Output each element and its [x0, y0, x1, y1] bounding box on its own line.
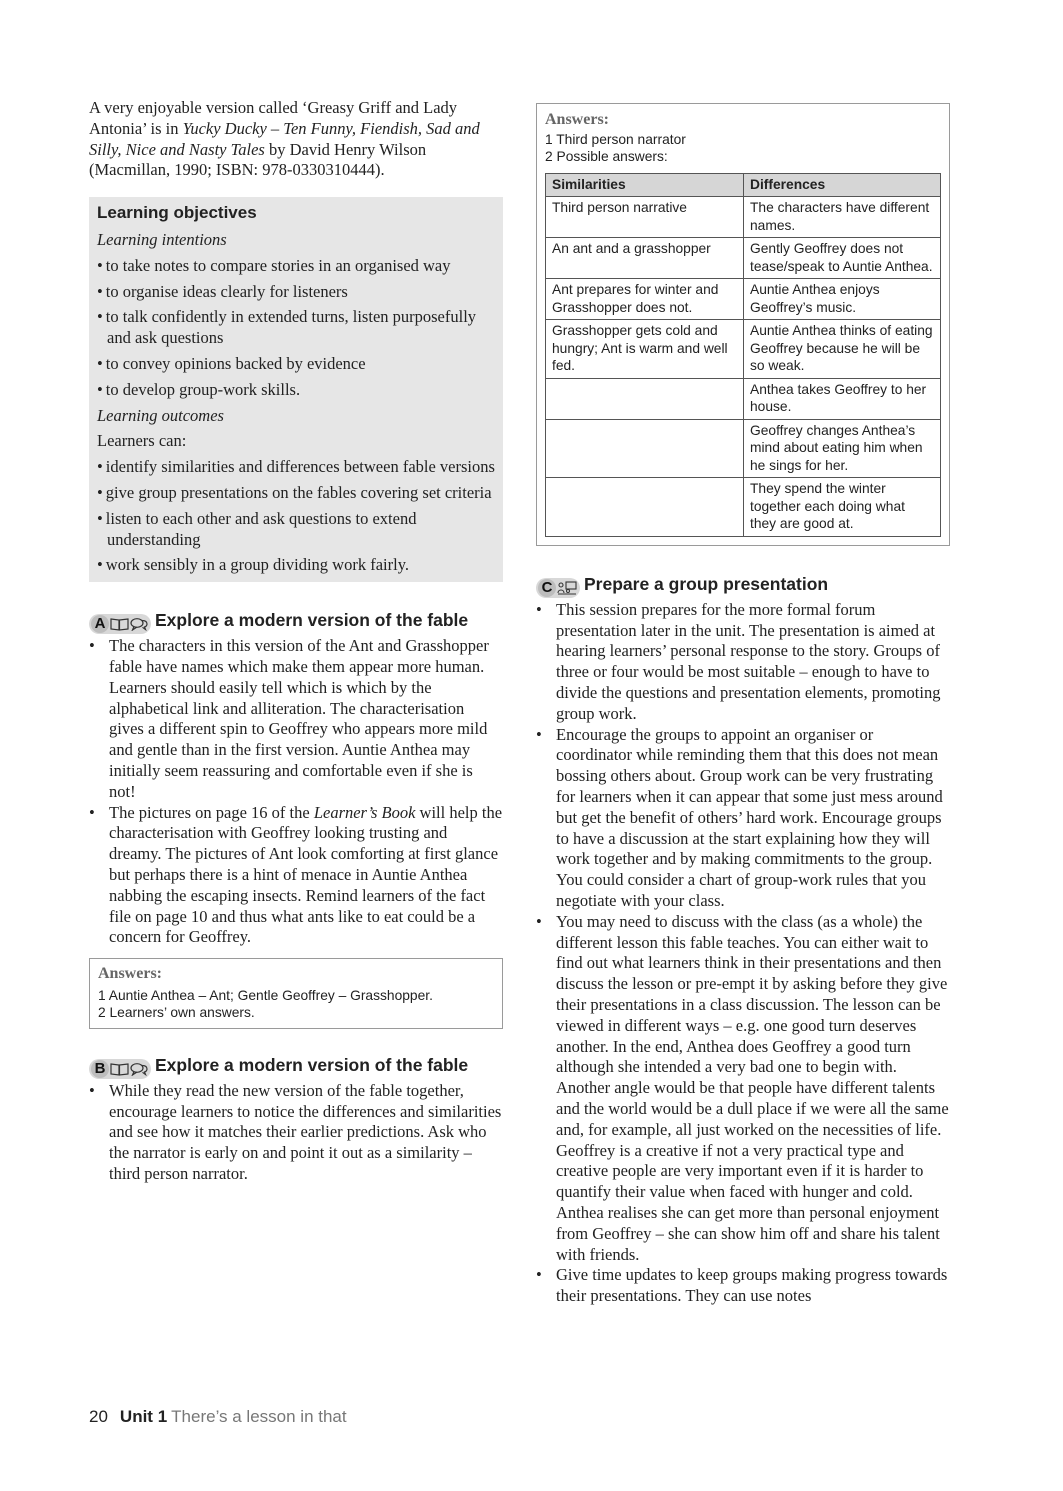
answers-label: Answers:: [545, 111, 609, 128]
section-c-bullet: • This session prepares for the more formal forum presentation later in the unit. The presentation is aimed at hearing learners’ personal response to the story. Groups of three or four would be most suitable – enough to have to divide the questions and presentation elements, promoting group work.: [536, 600, 950, 725]
section-a-list: [89, 636, 503, 948]
table-row: [546, 419, 941, 478]
section-letter: A: [91, 615, 109, 633]
outcome-item: • give group presentations on the fables covering set criteria: [97, 483, 495, 504]
outcome-item: • listen to each other and ask questions to extend understanding: [97, 509, 495, 551]
column-header: Similarities: [546, 173, 744, 197]
section-a-badge: [89, 614, 151, 634]
intention-item: • to convey opinions backed by evidence: [97, 354, 495, 375]
section-a-bullet: [89, 803, 503, 949]
speech-bubbles-icon: [130, 617, 148, 631]
column-header: Differences: [744, 173, 941, 197]
book-icon: [110, 1062, 129, 1076]
table-cell: Anthea takes Geoffrey to her house.: [744, 378, 941, 419]
table-cell: Grasshopper gets cold and hungry; Ant is warm and well fed.: [546, 320, 744, 379]
section-c-bullet: • You may need to discuss with the class (as a whole) the different lesson this fable teaches. You can either wait to find out what learners think in their presentations and then discuss the lesson or pre-empt it by asking before they give their presentations in a class discussion. The lesson can be viewed in different ways – e.g. one good turn deserves another. In the end, Anthea does Geoffrey a good turn although she intended a very bad one to begin with. Another angle would be that people have different talents and the world would be a dull place if we were all the same and, for example, all just worked on the necessities of life. Geoffrey is a creative if not a very practical type and creative people are very important even if it is harder to quantify their value when faced with hunger and cold. Anthea realises she can get more than personal enjoyment from Geoffrey – she can show him off and share his talent with friends.: [536, 912, 950, 1266]
table-cell: Auntie Anthea enjoys Geoffrey’s music.: [744, 279, 941, 320]
table-row: [546, 279, 941, 320]
similarities-differences-table: [545, 173, 941, 537]
intentions-label: Learning intentions: [97, 229, 227, 249]
unit-title: There’s a lesson in that: [171, 1407, 347, 1426]
answer-line: 2 Learners’ own answers.: [98, 1005, 255, 1021]
section-b-list: [89, 1081, 503, 1185]
intro-text-end: by David Henry Wilson (Macmillan, 1990; ISBN: 978-0330310444).: [89, 139, 427, 180]
learning-objectives-box: [89, 197, 503, 582]
intro-book-title: Yucky Ducky – Ten Funny, Fiendish, Sad and Silly, Nice and Nasty Tales: [89, 118, 480, 159]
section-a-heading: [89, 606, 503, 634]
section-letter: C: [538, 579, 556, 597]
table-cell: The characters have different names.: [744, 197, 941, 238]
outcome-item: • identify similarities and differences between fable versions: [97, 457, 495, 478]
table-cell: Ant prepares for winter and Grasshopper does not.: [546, 279, 744, 320]
table-row: [546, 197, 941, 238]
right-column: [536, 103, 950, 1317]
unit-label: Unit 1: [119, 1407, 168, 1426]
answer-line: 1 Auntie Anthea – Ant; Gentle Geoffrey – Grasshopper.: [98, 987, 433, 1003]
intro-paragraph: [89, 98, 503, 181]
answer-line: 2 Possible answers:: [545, 149, 668, 165]
table-cell: An ant and a grasshopper: [546, 238, 744, 279]
section-c-list: [536, 600, 950, 1307]
section-a-title: Explore a modern version of the fable: [155, 610, 469, 631]
learners-book-title: Learner’s Book: [313, 802, 416, 822]
section-b-title: Explore a modern version of the fable: [155, 1054, 469, 1075]
page-number: 20: [89, 1407, 108, 1426]
section-c-heading: [536, 570, 950, 598]
section-c-badge: [536, 578, 580, 598]
group-presentation-icon: [557, 581, 577, 595]
table-cell: They spend the winter together each doing what they are good at.: [744, 478, 941, 537]
table-cell: Geoffrey changes Anthea’s mind about eating him when he sings for her.: [744, 419, 941, 478]
intro-text: A very enjoyable version called ‘Greasy Griff and Lady Antonia’ is in: [89, 98, 458, 138]
intention-item: • to organise ideas clearly for listeners: [97, 282, 495, 303]
bullet-text: will help the characterisation with Geoffrey looking trusting and dreamy. The pictures of Ant look comforting at first glance but perhaps there is a hint of menace in Auntie Anthea nabbing the escaping insects. Remind learners of the fact file on page 10 and thus what ants like to eat could be a concern for Geoffrey.: [109, 802, 503, 947]
table-row: [546, 378, 941, 419]
speech-bubbles-icon: [130, 1062, 148, 1076]
section-b-badge: [89, 1059, 151, 1079]
table-cell: [546, 378, 744, 419]
intentions-list: [97, 256, 495, 401]
outcomes-label: Learning outcomes: [97, 405, 224, 425]
table-row: [546, 478, 941, 537]
page-footer: [89, 1407, 347, 1428]
intention-item: • to talk confidently in extended turns, listen purposefully and ask questions: [97, 307, 495, 349]
objectives-title: Learning objectives: [97, 203, 257, 223]
section-a-answers-box: [89, 958, 503, 1029]
table-cell: Auntie Anthea thinks of eating Geoffrey because he will be so weak.: [744, 320, 941, 379]
intention-item: • to take notes to compare stories in an organised way: [97, 256, 495, 277]
table-cell: [546, 478, 744, 537]
answers-label: Answers:: [98, 965, 162, 983]
section-c-bullet: • Encourage the groups to appoint an organiser or coordinator while reminding them that this does not mean bossing others about. Group work can be very frustrating for learners when it can appear that some just mess around but get the benefit of others’ hard work. Encourage groups to have a discussion at the start explaining how they will work together and by making commitments to the group. You could consider a chart of group-work rules that you negotiate with your class.: [536, 725, 950, 912]
table-row: [546, 238, 941, 279]
section-b-bullet: • While they read the new version of the fable together, encourage learners to notice the differences and similarities and see how it matches their earlier predictions. Ask who the narrator is early on and point it out as a similarity – third person narrator.: [89, 1081, 503, 1185]
bullet-text: The pictures on page 16 of the: [109, 802, 314, 822]
intention-item: • to develop group-work skills.: [97, 380, 495, 401]
table-header-row: [546, 173, 941, 197]
table-row: [546, 320, 941, 379]
section-c-bullet: • Give time updates to keep groups making progress towards their presentations. They can use notes: [536, 1265, 950, 1307]
section-b-answers-box: [536, 103, 950, 546]
book-icon: [110, 617, 129, 631]
table-cell: Gently Geoffrey does not tease/speak to Auntie Anthea.: [744, 238, 941, 279]
outcome-item: • work sensibly in a group dividing work fairly.: [97, 555, 495, 576]
section-b-heading: [89, 1051, 503, 1079]
table-cell: [546, 419, 744, 478]
answer-line: 1 Third person narrator: [545, 131, 686, 147]
section-letter: B: [91, 1060, 109, 1078]
section-a-bullet: • The characters in this version of the Ant and Grasshopper fable have names which make them appear more human. Learners should easily tell which is which by the alphabetical link and alliteration. The characterisation gives a different spin to Geoffrey who appears more mild and gentle than in the first version. Auntie Anthea may initially seem reassuring and comfortable even if she is not!: [89, 636, 503, 802]
left-column: [89, 98, 503, 1195]
outcomes-list: [97, 457, 495, 576]
table-cell: Third person narrative: [546, 197, 744, 238]
outcomes-intro: Learners can:: [97, 431, 187, 451]
section-c-title: Prepare a group presentation: [584, 573, 829, 594]
